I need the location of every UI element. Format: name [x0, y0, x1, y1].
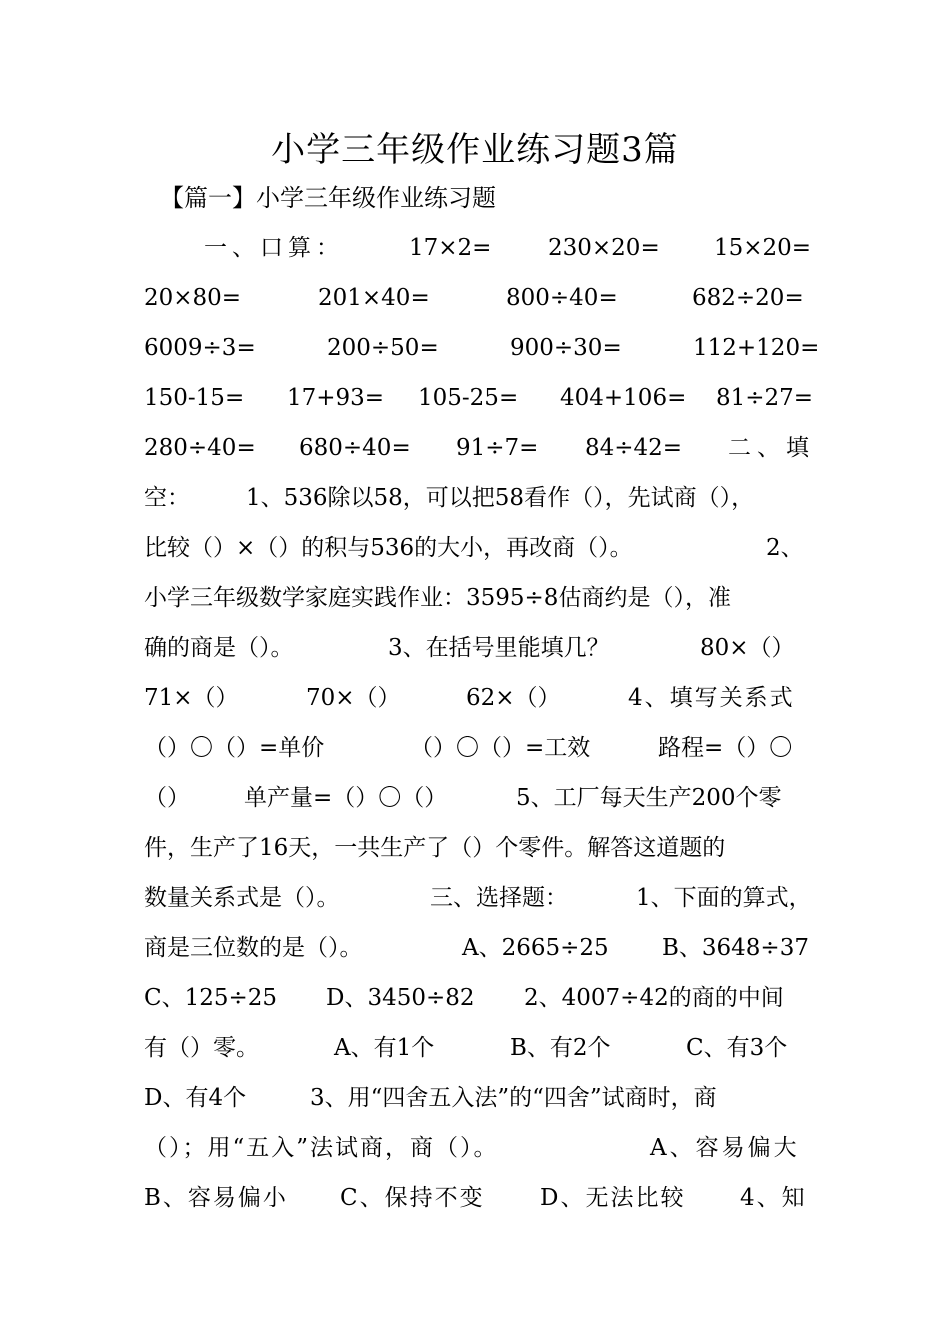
text-line [144, 880, 820, 916]
text-segment: 17+93= [287, 385, 385, 411]
text-line [144, 1180, 820, 1216]
text-segment: B、有2个 [510, 1035, 611, 1061]
text-segment: 三、选择题： [430, 885, 568, 911]
text-segment: 112+120= [693, 335, 820, 361]
text-segment: 确的商是（）。 [144, 635, 294, 661]
text-segment: 105-25= [418, 385, 519, 411]
text-line [144, 680, 820, 716]
text-segment: A、有1个 [334, 1035, 435, 1061]
text-segment: A、容易偏大 [650, 1135, 800, 1161]
text-segment: 商是三位数的是（）。 [144, 935, 363, 961]
text-segment: D、有4个 [144, 1085, 247, 1111]
text-segment: 6009÷3= [144, 335, 256, 361]
text-line [144, 1130, 820, 1166]
text-segment: C、保持不变 [340, 1185, 485, 1211]
text-segment: 15×20= [714, 235, 812, 261]
text-segment: 200÷50= [327, 335, 439, 361]
text-line [144, 930, 820, 966]
text-segment: B、3648÷37 [662, 935, 809, 961]
text-segment: 800÷40= [506, 285, 618, 311]
text-line [144, 280, 820, 316]
text-segment: 2、 [766, 535, 804, 561]
text-segment: 201×40= [318, 285, 430, 311]
text-segment: 1、536除以58，可以把58看作（），先试商（）， [246, 485, 755, 511]
text-segment: （）〇（）=单价 [144, 735, 325, 761]
text-segment: A、2665÷25 [462, 935, 609, 961]
text-segment: 404+106= [560, 385, 687, 411]
text-segment: 2、4007÷42的商的中间 [524, 985, 784, 1011]
text-segment: 682÷20= [692, 285, 804, 311]
text-segment: 62×（） [466, 685, 561, 711]
text-segment: 空： [144, 485, 190, 511]
text-line [144, 430, 820, 466]
text-line [144, 730, 820, 766]
section-heading: 【篇一】小学三年级作业练习题 [160, 184, 496, 212]
text-segment: 280÷40= [144, 435, 256, 461]
text-segment: 84÷42= [585, 435, 683, 461]
text-segment: 70×（） [306, 685, 401, 711]
text-segment: D、3450÷82 [326, 985, 475, 1011]
text-segment: 二、填 [728, 435, 815, 461]
text-segment: 3、用“四舍五入法”的“四舍”试商时，商 [310, 1085, 717, 1111]
text-line [144, 1030, 820, 1066]
text-segment: 4、填写关系式 [628, 685, 795, 711]
text-segment: 80×（） [700, 635, 795, 661]
text-segment: 150-15= [144, 385, 245, 411]
text-segment: 17×2= [409, 235, 492, 261]
text-segment: 680÷40= [299, 435, 411, 461]
text-line [144, 780, 820, 816]
document-title: 小学三年级作业练习题3篇 [271, 130, 679, 170]
text-segment: 单产量=（）〇（） [244, 785, 448, 811]
text-segment: B、容易偏小 [144, 1185, 288, 1211]
text-segment: 一、口算： [204, 235, 344, 261]
text-line [144, 230, 820, 266]
text-segment: C、125÷25 [144, 985, 278, 1011]
text-segment: 91÷7= [456, 435, 539, 461]
text-segment: 5、工厂每天生产200个零 [516, 785, 782, 811]
text-line [144, 480, 820, 516]
text-segment: 件，生产了16天，一共生产了（）个零件。解答这道题的 [144, 835, 726, 861]
text-segment: 路程=（）〇 [658, 735, 793, 761]
text-segment: 1、下面的算式， [636, 885, 812, 911]
text-segment: 4、知 [740, 1185, 807, 1211]
text-line [144, 1080, 820, 1116]
text-segment: （）〇（）=工效 [410, 735, 591, 761]
text-segment: C、有3个 [686, 1035, 788, 1061]
text-segment: D、无法比较 [540, 1185, 686, 1211]
text-segment: （）；用“五入”法试商，商（）。 [144, 1135, 499, 1161]
text-line [144, 580, 820, 616]
text-segment: 有（）零。 [144, 1035, 259, 1061]
text-line [144, 530, 820, 566]
text-line [144, 830, 820, 866]
text-segment: 900÷30= [510, 335, 622, 361]
text-segment: （） [144, 785, 190, 811]
text-segment: 20×80= [144, 285, 242, 311]
text-segment: 比较（）×（）的积与536的大小，再改商（）。 [144, 535, 633, 561]
text-segment: 230×20= [548, 235, 660, 261]
text-line [144, 980, 820, 1016]
text-segment: 数量关系式是（）。 [144, 885, 340, 911]
text-segment: 71×（） [144, 685, 239, 711]
text-line [144, 630, 820, 666]
text-segment: 3、在括号里能填几？ [388, 635, 610, 661]
text-line [144, 380, 820, 416]
text-line [144, 330, 820, 366]
text-segment: 小学三年级数学家庭实践作业：3595÷8估商约是（），准 [144, 585, 731, 611]
text-segment: 81÷27= [716, 385, 814, 411]
